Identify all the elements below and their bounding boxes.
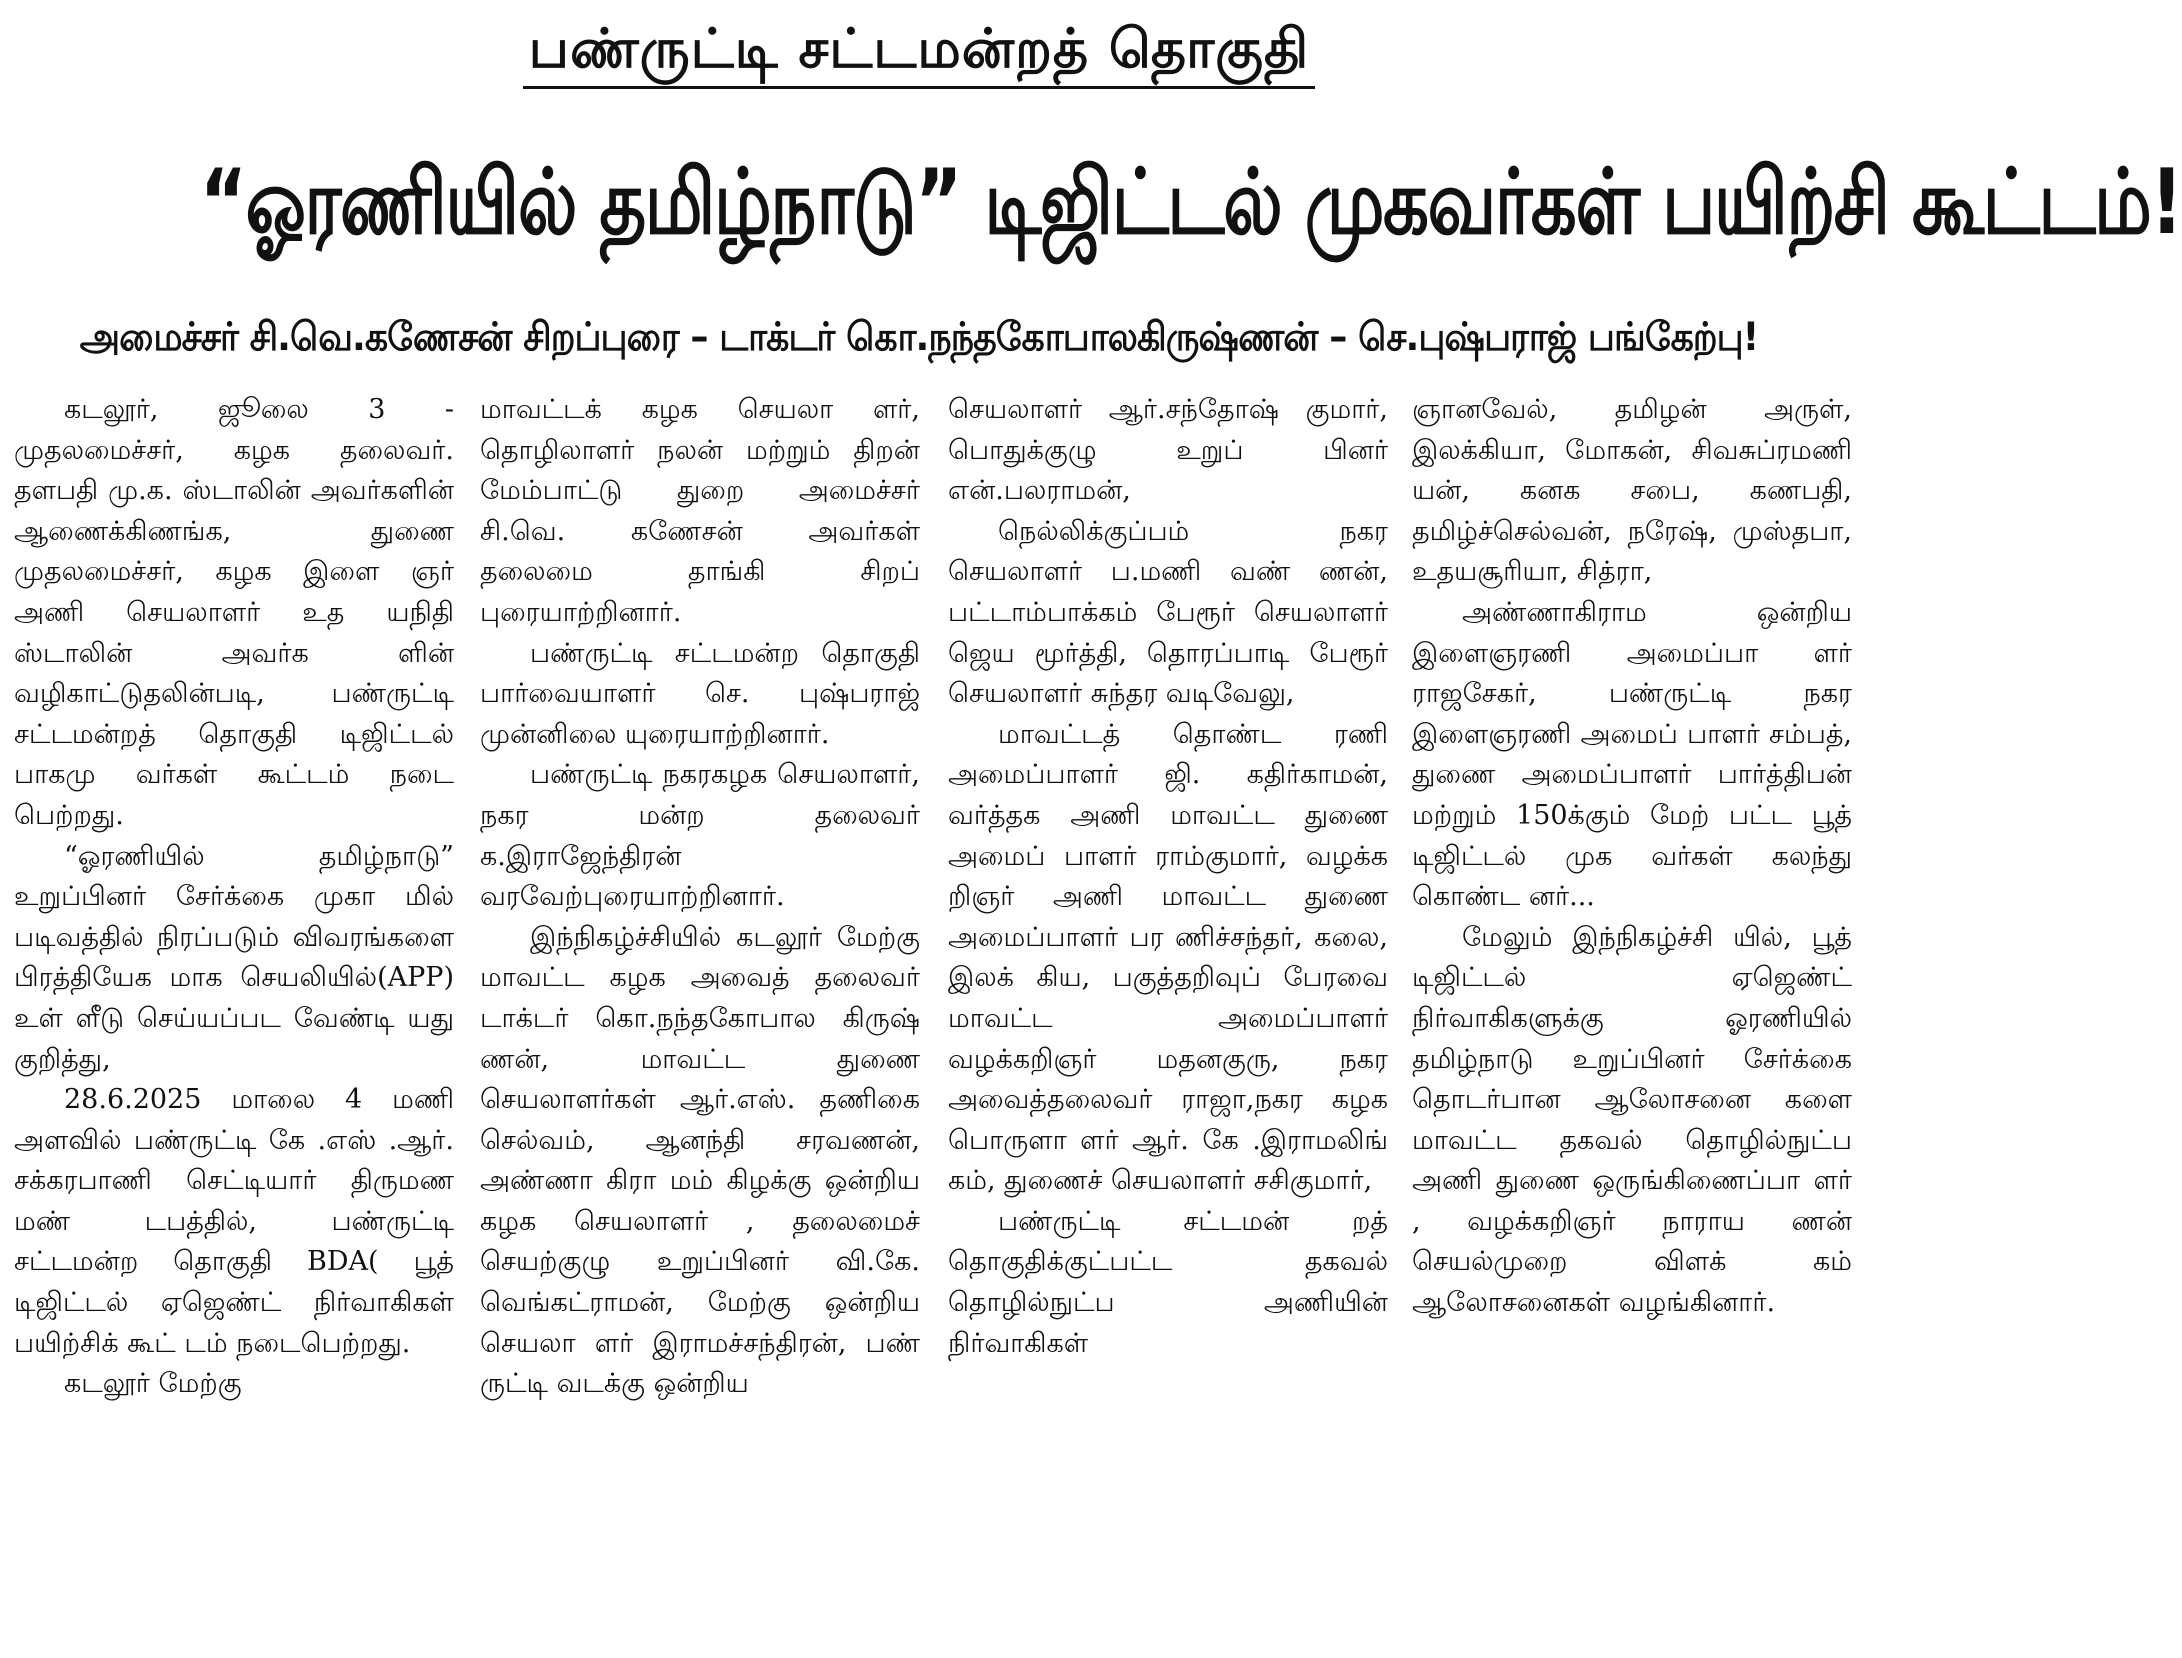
- paragraph: நெல்லிக்குப்பம் நகர செயலாளர் ப.மணி வண் ணன், பட்டாம்பாக்கம் பேரூர் செயலாளர் ஜெய மூர்த்தி, தொரப்பாடி பேரூர் செயலாளர் சுந்தர வடிவேலு,: [948, 515, 1388, 710]
- paragraph: மாவட்டக் கழக செயலா ளர், தொழிலாளர் நலன் மற்றும் திறன் மேம்பாட்டு துறை அமைச்சர் சி.வெ. கணேசன் அவர்கள் தலைமை தாங்கி சிறப் புரையாற்றினார்.: [480, 394, 920, 628]
- headline: “ஓரணியில் தமிழ்நாடு” டிஜிட்டல் முகவர்கள் பயிற்சி கூட்டம்!: [199, 150, 2182, 255]
- article-column-4: [1412, 390, 1852, 1650]
- subheadline: அமைச்சர் சி.வெ.கணேசன் சிறப்புரை – டாக்டர் கொ.நந்தகோபாலகிருஷ்ணன் – செ.புஷ்பராஜ் பங்கேற்பு!: [79, 315, 1759, 360]
- article-column-3: [948, 390, 1388, 1650]
- article-column-2: [480, 390, 920, 1650]
- paragraph: “ஓரணியில் தமிழ்நாடு” உறுப்பினர் சேர்க்கை முகா மில் படிவத்தில் நிரப்படும் விவரங்களை பிரத்தியேக மாக செயலியில்(APP) உள் ளீடு செய்யப்பட வேண்டி யது குறித்து,: [14, 840, 454, 1075]
- section-kicker: [0, 14, 1838, 89]
- paragraph: பண்ருட்டி சட்டமன் றத் தொகுதிக்குட்பட்ட தகவல் தொழில்நுட்ப அணியின் நிர்வாகிகள்: [948, 1205, 1388, 1359]
- paragraph: 28.6.2025 மாலை 4 மணி அளவில் பண்ருட்டி கே .எஸ் .ஆர். சக்கரபாணி செட்டியார் திருமண மண் டபத்தில், பண்ருட்டி சட்டமன்ற தொகுதி BDA( பூத் டிஜிட்டல் ஏஜெண்ட் நிர்வாகிகள் பயிற்சிக் கூட் டம் நடைபெற்றது.: [14, 1084, 454, 1359]
- paragraph: மேலும் இந்நிகழ்ச்சி யில், பூத் டிஜிட்டல் ஏஜெண்ட் நிர்வாகிகளுக்கு ஓரணியில் தமிழ்நாடு உறுப்பினர் சேர்க்கை தொடர்பான ஆலோசனை களை மாவட்ட தகவல் தொழில்நுட்ப அணி துணை ஒருங்கிணைப்பா ளர் , வழக்கறிஞர் நாராய ணன் செயல்முறை விளக் கம் ஆலோசனைகள் வழங்கினார்.: [1412, 921, 1852, 1319]
- paragraph: இந்நிகழ்ச்சியில் கடலூர் மேற்கு மாவட்ட கழக அவைத் தலைவர் டாக்டர் கொ.நந்தகோபால கிருஷ் ணன், மாவட்ட துணை செயலாளர்கள் ஆர்.எஸ். தணிகை செல்வம், ஆனந்தி சரவணன், அண்ணா கிரா மம் கிழக்கு ஒன்றிய கழக செயலாளர் , தலைமைச் செயற்குழு உறுப்பினர் வி.கே. வெங்கட்ராமன், மேற்கு ஒன்றிய செயலா ளர் இராமச்சந்திரன், பண் ருட்டி வடக்கு ஒன்றிய: [480, 921, 920, 1400]
- article-column-1: [14, 390, 454, 1650]
- paragraph: ஞானவேல், தமிழன் அருள், இலக்கியா, மோகன், சிவசுப்ரமணி யன், கனக சபை, கணபதி, தமிழ்ச்செல்வன், நரேஷ், முஸ்தபா, உதயசூரியா, சித்ரா,: [1412, 394, 1852, 588]
- paragraph: அண்ணாகிராம ஒன்றிய இளைஞரணி அமைப்பா ளர் ராஜசேகர், பண்ருட்டி நகர இளைஞரணி அமைப் பாளர் சம்பத், துணை அமைப்பாளர் பார்த்திபன் மற்றும் 150க்கும் மேற் பட்ட பூத் டிஜிட்டல் முக வர்கள் கலந்து கொண்ட னர்...: [1412, 596, 1852, 913]
- article-body: [14, 390, 1852, 1658]
- paragraph: செயலாளர் ஆர்.சந்தோஷ் குமார், பொதுக்குழு உறுப் பினர் என்.பலராமன்,: [948, 394, 1388, 507]
- paragraph: பண்ருட்டி நகரகழக செயலாளர், நகர மன்ற தலைவர் க.இராஜேந்திரன் வரவேற்புரையாற்றினார்.: [480, 759, 920, 913]
- paragraph: கடலூர் மேற்கு: [64, 1368, 242, 1400]
- paragraph: மாவட்டத் தொண்ட ரணி அமைப்பாளர் ஜி. கதிர்காமன், வர்த்தக அணி மாவட்ட துணை அமைப் பாளர் ராம்குமார், வழக்க றிஞர் அணி மாவட்ட துணை அமைப்பாளர் பர ணிச்சந்தர், கலை, இலக் கிய, பகுத்தறிவுப் பேரவை மாவட்ட அமைப்பாளர் வழக்கறிஞர் மதனகுரு, நகர அவைத்தலைவர் ராஜா,நகர கழக பொருளா ளர் ஆர். கே .இராமலிங் கம், துணைச் செயலாளர் சசிகுமார்,: [948, 718, 1388, 1197]
- paragraph: பண்ருட்டி சட்டமன்ற தொகுதி பார்வையாளர் செ. புஷ்பராஜ் முன்னிலை யுரையாற்றினார்.: [480, 637, 920, 750]
- paragraph: கடலூர், ஜூலை 3 - முதலமைச்சர், கழக தலைவர். தளபதி மு.க. ஸ்டாலின் அவர்களின் ஆணைக்கிணங்க, துணை முதலமைச்சர், கழக இளை ஞர் அணி செயலாளர் உத யநிதி ஸ்டாலின் அவர்க ளின் வழிகாட்டுதலின்படி, பண்ருட்டி சட்டமன்றத் தொகுதி டிஜிட்டல் பாகமு வர்கள் கூட்டம் நடை பெற்றது.: [14, 394, 454, 831]
- kicker-text: பண்ருட்டி சட்டமன்றத் தொகுதி: [523, 14, 1315, 89]
